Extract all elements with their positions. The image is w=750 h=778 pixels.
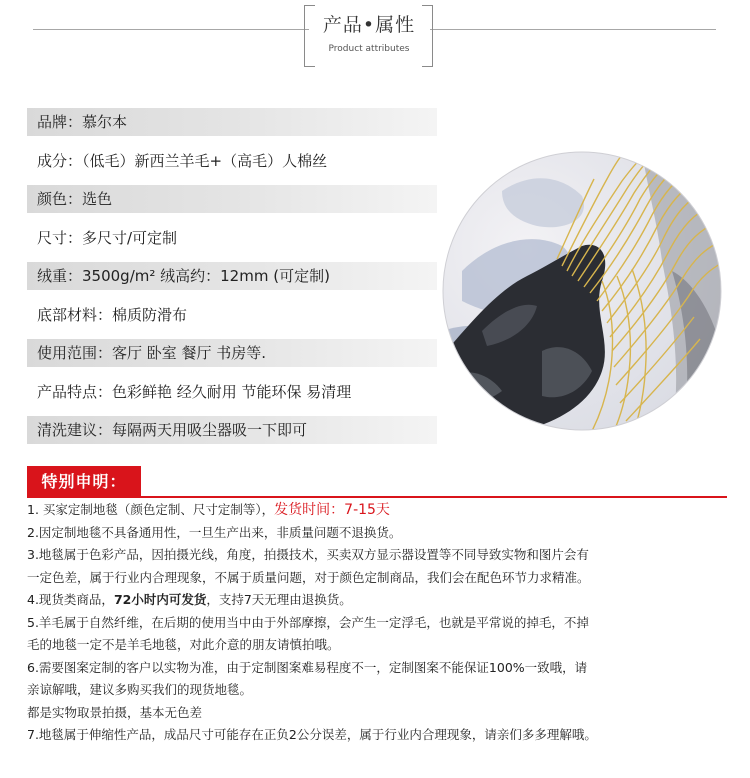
shipping-time-highlight: 发货时间：7-15天 [274,502,390,518]
attr-backing: 底部材料：棉质防滑布 [37,305,188,324]
attr-size: 尺寸：多尺寸/可定制 [37,228,178,247]
notice-badge: 特别申明： [27,466,141,497]
notice-item-1-text: 1. 买家定制地毯（颜色定制、尺寸定制等）， [27,502,275,517]
notice-item-5-line1: 5.羊毛属于自然纤维，在后期的使用当中由于外部摩擦，会产生一定浮毛，也就是平常说的掉毛，不掉 [27,614,589,630]
notice-list [27,499,739,747]
header-rule-left [33,29,309,30]
notice-rule [27,496,727,498]
notice-item-2: 2.因定制地毯不具备通用性，一旦生产出来，非质量问题不退换货。 [27,524,402,540]
section-subtitle: Product attributes [328,44,410,54]
notice-item-6-line3: 都是实物取景拍摄，基本无色差 [27,704,203,720]
notice-item-4-suffix: ，支持7天无理由退换货。 [206,592,352,607]
notice-item-5-line2: 毛的地毯一定不是羊毛地毯，对此介意的朋友请慎拍哦。 [27,637,340,652]
attr-material: 成分：（低毛）新西兰羊毛+（高毛）人棉丝 [37,151,328,170]
notice-item-4 [27,589,739,612]
attr-cleaning: 清洗建议：每隔两天用吸尘器吸一下即可 [27,416,437,444]
notice-item-1 [27,499,739,522]
attr-features: 产品特点：色彩鲜艳 经久耐用 节能环保 易清理 [37,382,352,401]
notice-item-7: 7.地毯属于伸缩性产品，成品尺寸可能存在正负2公分误差，属于行业内合理现象，请亲们多多理解哦。 [27,727,597,742]
ship-72h-emphasis: 72小时内可发货 [113,592,207,607]
attr-color: 颜色：选色 [27,185,437,213]
notice-item-4-prefix: 4.现货类商品， [27,592,114,607]
notice-item-3-line1: 3.地毯属于色彩产品，因拍摄光线，角度，拍摄技术，买卖双方显示器设置等不同导致实物和图片会有 [27,547,589,562]
attr-weight: 绒重：3500g/m² 绒高约：12mm (可定制) [27,262,437,290]
notice-item-6-line1: 6.需要图案定制的客户以实物为准，由于定制图案难易程度不一，定制图案不能保证100%一致哦，请 [27,659,588,675]
attribute-list [27,108,437,455]
attr-usage: 使用范围：客厅 卧室 餐厅 书房等. [27,339,437,367]
header-rule-right [430,29,716,30]
section-title: 产品•属性 [322,14,416,36]
notice-item-3-line2: 一定色差，属于行业内合理现象，不属于质量问题，对于颜色定制商品，我们会在配色环节力求精准。 [27,569,590,585]
round-rug-image [442,151,722,431]
notice-item-6-line2: 亲谅解哦，建议多购买我们的现货地毯。 [27,682,253,697]
attr-brand: 品牌：慕尔本 [27,108,437,136]
